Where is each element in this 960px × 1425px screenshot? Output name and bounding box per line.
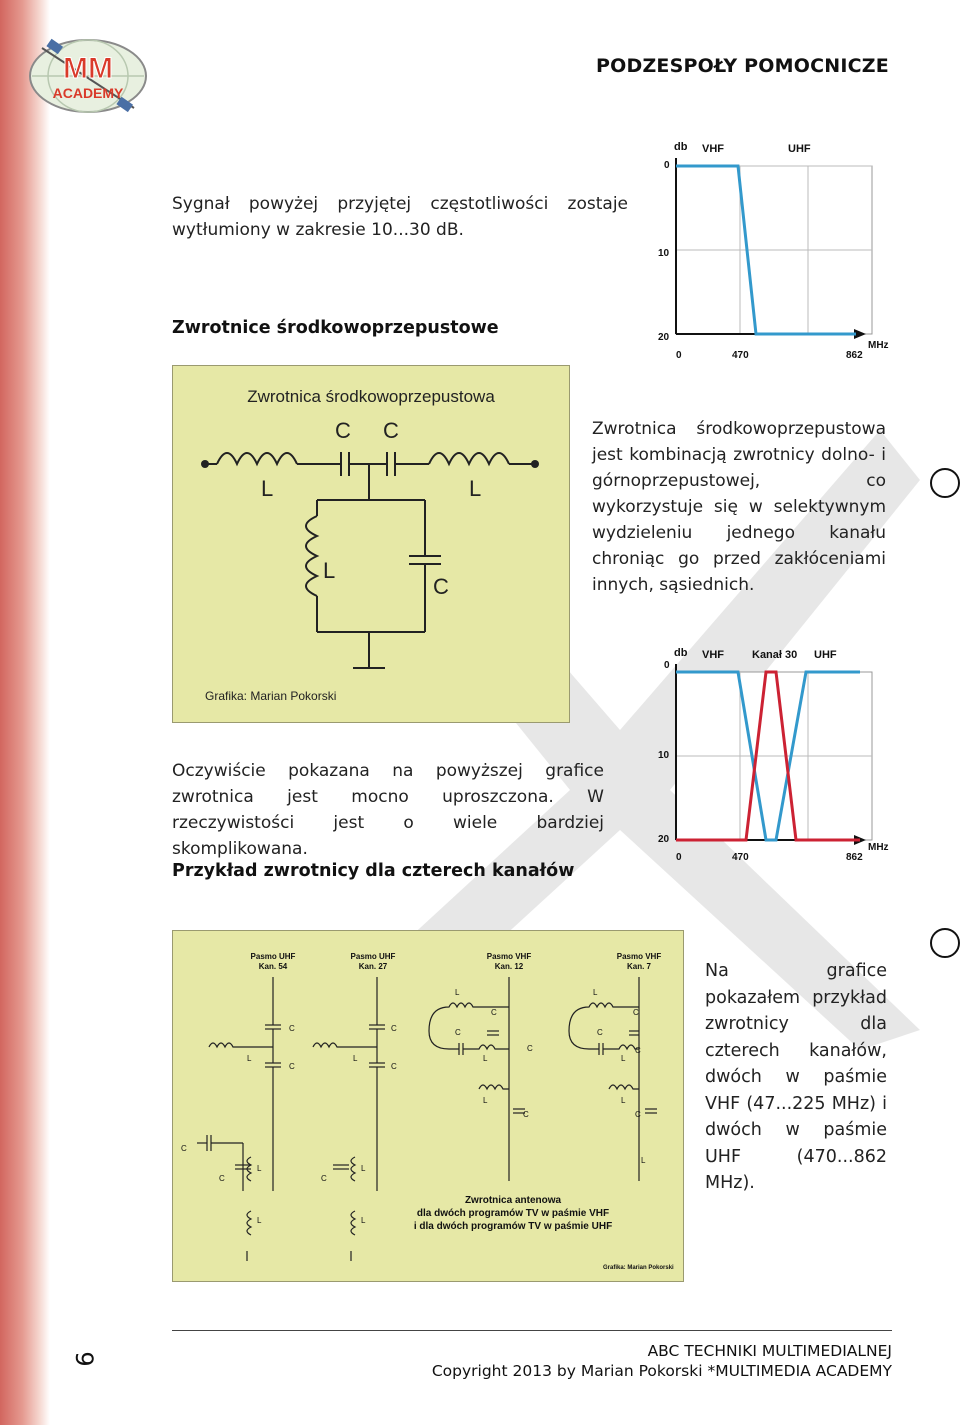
heading-four-channel-example: Przykład zwrotnicy dla czterech kanałów — [172, 861, 575, 881]
band-3-line2: Kan. 12 — [494, 962, 524, 971]
circuit2-label-l: L — [257, 1216, 262, 1225]
circuit2-label-l: L — [641, 1156, 646, 1165]
paragraph-four-channel-description: Na grafice pokazałem przykład zwrotnicy dla czterech kanałów, dwóch w paśmie VHF (47...225 MHz) i dwóch w paśmie UHF (470...862 MHz). — [705, 961, 887, 1193]
graph1-db-label: db — [674, 141, 688, 153]
circuit2-label-l: L — [593, 988, 598, 997]
frequency-response-graph-2 — [650, 642, 900, 872]
circuit2-label-c: C — [455, 1028, 461, 1037]
circuit1-label-l2: L — [469, 476, 482, 501]
binder-hole-2 — [930, 928, 960, 958]
academy-logo — [22, 30, 154, 120]
circuit2-label-c: C — [289, 1062, 295, 1071]
footer-divider — [172, 1330, 892, 1331]
graph2-x-unit: MHz — [868, 842, 889, 853]
circuit2-label-l: L — [361, 1164, 366, 1173]
frequency-response-graph-1 — [650, 136, 900, 366]
circuit2-label-c: C — [597, 1028, 603, 1037]
circuit2-caption-1: Zwrotnica antenowa — [464, 1195, 562, 1206]
graph1-y-tick-20: 20 — [658, 332, 670, 343]
graph1-x-unit: MHz — [868, 340, 889, 351]
circuit1-credit: Grafika: Marian Pokorski — [205, 689, 337, 703]
band-2-line1: Pasmo UHF — [350, 952, 396, 961]
graph1-y-tick-10: 10 — [658, 248, 670, 259]
binder-hole-1 — [930, 468, 960, 498]
graph2-uhf-label: UHF — [814, 649, 837, 661]
circuit2-label-c: C — [321, 1174, 327, 1183]
circuit2-credit: Grafika: Marian Pokorski — [603, 1265, 674, 1271]
circuit2-label-c: C — [491, 1008, 497, 1017]
logo-academy-text: ACADEMY — [52, 85, 124, 101]
circuit1-title: Zwrotnica środkowoprzepustowa — [247, 387, 495, 406]
circuit1-label-c2: C — [383, 418, 399, 443]
graph1-x-tick-862: 862 — [846, 350, 863, 361]
band-2-line2: Kan. 27 — [358, 962, 388, 971]
circuit2-label-c: C — [635, 1110, 641, 1119]
page-side-band — [0, 0, 50, 1425]
circuit2-label-l: L — [483, 1054, 488, 1063]
band-4-line2: Kan. 7 — [626, 962, 652, 971]
graph2-vhf-label: VHF — [702, 649, 724, 661]
circuit2-label-c: C — [523, 1110, 529, 1119]
circuit2-label-c: C — [635, 1046, 641, 1055]
graph2-x-tick-862: 862 — [846, 852, 863, 863]
page-number: 6 — [71, 1351, 100, 1367]
circuit2-label-c: C — [391, 1062, 397, 1071]
circuit2-label-l: L — [361, 1216, 366, 1225]
band-1-line2: Kan. 54 — [258, 962, 288, 971]
paragraph-attenuation: Sygnał powyżej przyjętej częstotliwości zostaje wytłumiony w zakresie 10...30 dB. — [172, 194, 628, 240]
graph1-vhf-label: VHF — [702, 143, 724, 155]
footer-copyright: Copyright 2013 by Marian Pokorski *MULTIMEDIA ACADEMY — [431, 1362, 892, 1380]
graph1-x-tick-0: 0 — [676, 350, 682, 361]
circuit2-caption-3: i dla dwóch programów TV w paśmie UHF — [413, 1221, 613, 1232]
graph2-channel-label: Kanał 30 — [752, 649, 798, 661]
circuit2-label-c: C — [181, 1144, 187, 1153]
footer-title: ABC TECHNIKI MULTIMEDIALNEJ — [647, 1342, 892, 1360]
circuit2-label-l: L — [247, 1054, 252, 1063]
logo-mm-text: MM — [63, 52, 113, 85]
circuit2-label-c: C — [289, 1024, 295, 1033]
section-header: PODZESPOŁY POMOCNICZE — [596, 55, 889, 77]
circuit2-label-l: L — [257, 1164, 262, 1173]
circuit2-label-c: C — [391, 1024, 397, 1033]
heading-bandpass: Zwrotnice środkowoprzepustowe — [172, 318, 499, 338]
graph2-y-tick-10: 10 — [658, 750, 670, 761]
circuit2-label-l: L — [455, 988, 460, 997]
band-3-line1: Pasmo VHF — [486, 952, 532, 961]
circuit2-label-l: L — [621, 1054, 626, 1063]
circuit1-label-l3: L — [323, 558, 336, 583]
paragraph-bandpass-description: Zwrotnica środkowoprzepustowa jest kombinacją zwrotnicy dolno- i górnoprzepustowej, co wykorzystuje się w selektywnym wydzieleniu jednego kanału chroniąc go przed zakłóceniami innych, sąsiednich. — [592, 419, 886, 595]
circuit1-label-c1: C — [335, 418, 351, 443]
circuit2-label-l: L — [621, 1096, 626, 1105]
graph2-y-tick-0: 0 — [664, 660, 670, 671]
band-1-line1: Pasmo UHF — [250, 952, 296, 961]
graph2-db-label: db — [674, 647, 688, 659]
circuit2-label-c: C — [219, 1174, 225, 1183]
graph1-uhf-label: UHF — [788, 143, 811, 155]
graph2-x-tick-0: 0 — [676, 852, 682, 863]
circuit2-label-c: C — [633, 1008, 639, 1017]
circuit2-caption-2: dla dwóch programów TV w paśmie VHF — [416, 1208, 610, 1219]
circuit1-label-c3: C — [433, 574, 449, 599]
circuit2-label-l: L — [353, 1054, 358, 1063]
bandpass-circuit-diagram — [172, 365, 570, 723]
graph2-y-tick-20: 20 — [658, 834, 670, 845]
four-channel-circuit-diagram — [172, 930, 684, 1282]
circuit2-label-l: L — [483, 1096, 488, 1105]
circuit2-label-c: C — [527, 1044, 533, 1053]
graph2-x-tick-470: 470 — [732, 852, 749, 863]
graph1-y-tick-0: 0 — [664, 160, 670, 171]
graph1-x-tick-470: 470 — [732, 350, 749, 361]
band-4-line1: Pasmo VHF — [616, 952, 662, 961]
circuit1-label-l1: L — [261, 476, 274, 501]
paragraph-simplified-note: Oczywiście pokazana na powyższej grafice zwrotnica jest mocno uproszczona. W rzeczywistości jest o wiele bardziej skomplikowana. — [172, 761, 604, 859]
